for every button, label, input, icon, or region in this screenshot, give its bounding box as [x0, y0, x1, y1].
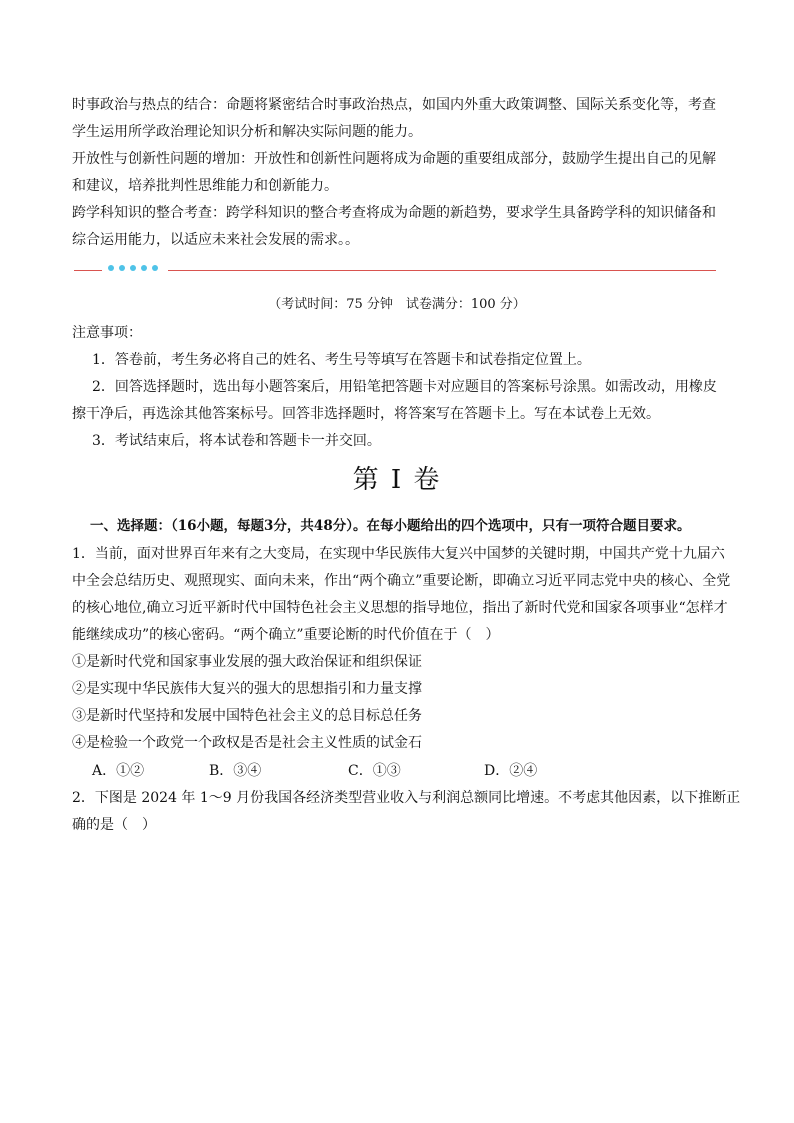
divider-dot — [141, 265, 147, 271]
question-1-options — [92, 758, 537, 785]
decorative-divider — [74, 262, 716, 280]
divider-dot — [119, 265, 125, 271]
note-item-continued: 擦干净后，再选涂其他答案标号。回答非选择题时，将答案写在答题卡上。写在本试卷上无效。 — [72, 406, 660, 422]
option-b[interactable]: B．③④ — [209, 763, 262, 779]
divider-dot — [130, 265, 136, 271]
question-1-statement: ③是新时代坚持和发展中国特色社会主义的总目标总任务 — [72, 708, 422, 724]
question-1-statement: ①是新时代党和国家事业发展的强大政治保证和组织保证 — [72, 654, 422, 670]
divider-dot — [152, 265, 158, 271]
intro-line: 学生运用所学政治理论知识分析和解决实际问题的能力。 — [72, 124, 422, 140]
question-1-line: 能继续成功”的核心密码。“两个确立”重要论断的时代价值在于（ ） — [72, 627, 500, 643]
volume-title: 第 I 卷 — [352, 465, 442, 495]
intro-line: 时事政治与热点的结合：命题将紧密结合时事政治热点，如国内外重大政策调整、国际关系变化等，考查 — [72, 97, 716, 113]
divider-line-left — [74, 270, 102, 271]
divider-dot — [108, 265, 114, 271]
divider-dots — [108, 265, 158, 271]
section-header: 一、选择题：（16小题，每题3分，共48分）。在每小题给出的四个选项中，只有一项符合题目要求。 — [90, 518, 691, 534]
intro-line: 开放性与创新性问题的增加：开放性和创新性问题将成为命题的重要组成部分，鼓励学生提出自己的见解 — [72, 151, 716, 167]
divider-line-right — [168, 270, 716, 271]
notes-heading: 注意事项： — [72, 325, 142, 341]
intro-line: 和建议，培养批判性思维能力和创新能力。 — [72, 178, 338, 194]
note-item: 3．考试结束后，将本试卷和答题卡一并交回。 — [92, 433, 381, 449]
question-1-line: 中全会总结历史、观照现实、面向未来，作出“两个确立”重要论断，即确立习近平同志党中央的核心、全党 — [72, 573, 731, 589]
question-1-line: 的核心地位,确立习近平新时代中国特色社会主义思想的指导地位，指出了新时代党和国家各项事业“怎样才 — [72, 600, 728, 616]
question-1-statement: ②是实现中华民族伟大复兴的强大的思想指引和力量支撑 — [72, 681, 422, 697]
intro-line: 跨学科知识的整合考查：跨学科知识的整合考查将成为命题的新趋势，要求学生具备跨学科的知识储备和 — [72, 205, 716, 221]
note-item: 2．回答选择题时，选出每小题答案后，用铅笔把答题卡对应题目的答案标号涂黑。如需改动，用橡皮 — [92, 379, 717, 395]
exam-info: （考试时间：75 分钟 试卷满分：100 分） — [268, 297, 526, 312]
option-d[interactable]: D．②④ — [484, 763, 538, 779]
option-c[interactable]: C．①③ — [348, 763, 401, 779]
question-1-line: 1．当前，面对世界百年来有之大变局，在实现中华民族伟大复兴中国梦的关键时期，中国共产党十九届六 — [72, 546, 725, 562]
option-a[interactable]: A．①② — [92, 763, 145, 779]
note-item: 1．答卷前，考生务必将自己的姓名、考生号等填写在答题卡和试卷指定位置上。 — [92, 352, 591, 368]
question-1-statement: ④是检验一个政党一个政权是否是社会主义性质的试金石 — [72, 735, 422, 751]
question-2-line: 确的是（ ） — [72, 817, 156, 833]
question-2-line: 2．下图是 2024 年 1～9 月份我国各经济类型营业收入与利润总额同比增速。不考虑其他因素，以下推断正 — [72, 790, 741, 806]
intro-line: 综合运用能力，以适应未来社会发展的需求。。 — [72, 232, 359, 248]
